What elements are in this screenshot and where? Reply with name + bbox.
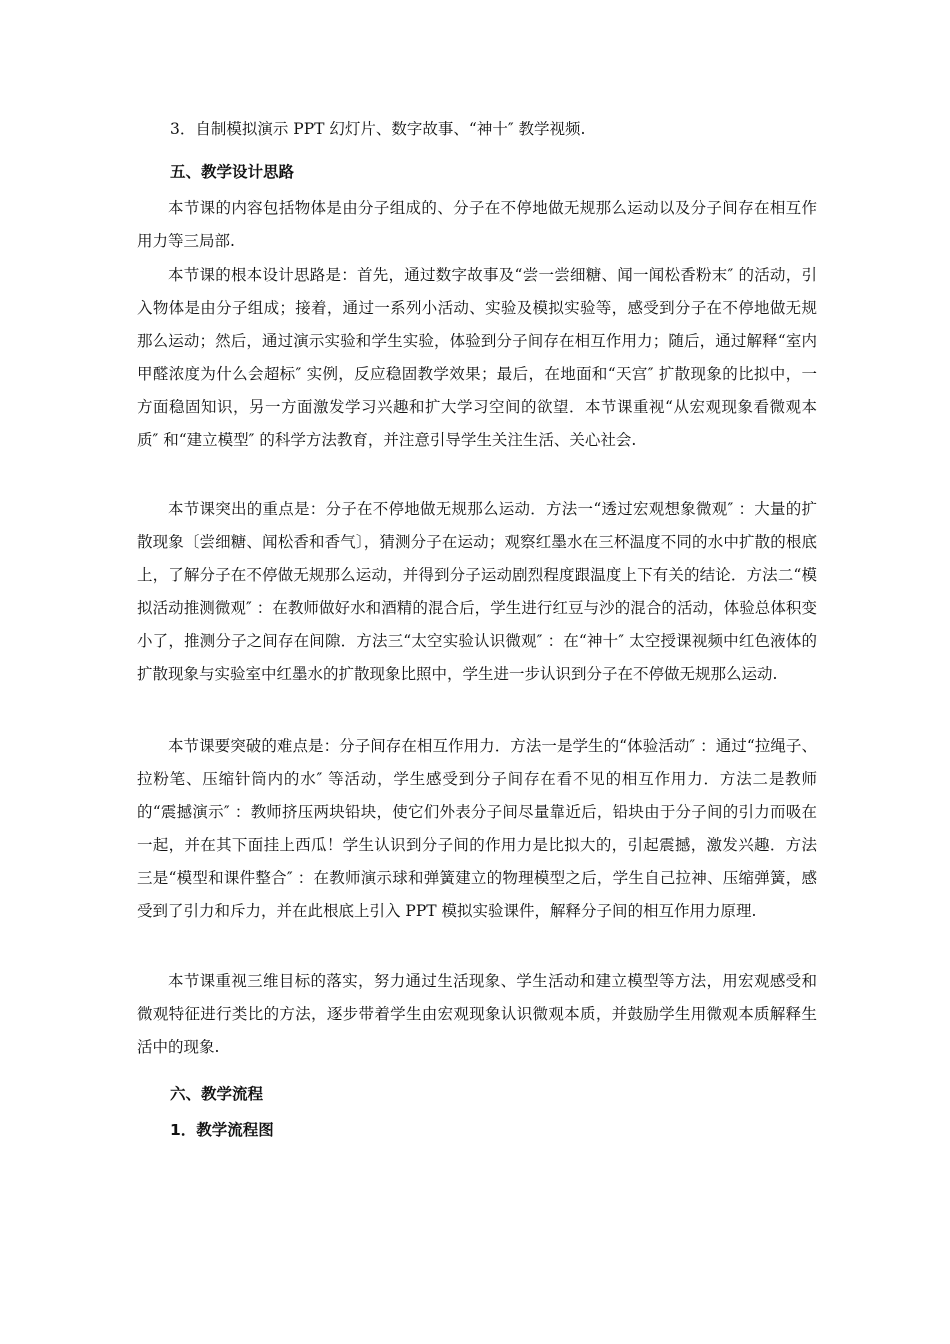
section-heading-flow: 六、教学流程 (170, 1085, 264, 1103)
paragraph-content-overview: 本节课的内容包括物体是由分子组成的、分子在不停地做无规那么运动以及分子间存在相互作用力等三局部. (137, 199, 817, 250)
materials-item-3: 3．自制模拟演示 PPT 幻灯片、数字故事、“神十″ 教学视频. (170, 120, 586, 138)
paragraph-three-dimensional-goals: 本节课重视三维目标的落实，努力通过生活现象、学生活动和建立模型等方法，用宏观感受和微观特征进行类比的方法，逐步带着学生由宏观现象认识微观本质，并鼓励学生用微观本质解释生活中的现象. (137, 972, 817, 1056)
paragraph-key-point: 本节课突出的重点是：分子在不停地做无规那么运动．方法一“透过宏观想象微观″ ：大量的扩散现象〔尝细糖、闻松香和香气〕，猜测分子在运动；观察红墨水在三杯温度不同的水中扩散的根底上，了解分子在不停做无规那么运动，并得到分子运动剧烈程度跟温度上下有关的结论．方法二“模拟活动推测微观″ ：在教师做好水和酒精的混合后，学生进行红豆与沙的混合的活动，体验总体积变小了，推测分子之间存在间隙．方法三“太空实验认识微观″ ：在“神十″ 太空授课视频中红色液体的扩散现象与实验室中红墨水的扩散现象比照中，学生进一步认识到分子在不停做无规那么运动. (137, 500, 817, 683)
paragraph-design-approach: 本节课的根本设计思路是：首先，通过数字故事及“尝一尝细糖、闻一闻松香粉末″ 的活动，引入物体是由分子组成；接着，通过一系列小活动、实验及模拟实验等，感受到分子在不停地做无规那么运动；然后，通过演示实验和学生实验，体验到分子间存在相互作用力；随后，通过解释“室内甲醛浓度为什么会超标″ 实例，反应稳固教学效果；最后，在地面和“天宫″ 扩散现象的比拟中，一方面稳固知识，另一方面激发学习兴趣和扩大学习空间的欲望．本节课重视“从宏观现象看微观本质″ 和“建立模型″ 的科学方法教育，并注意引导学生关注生活、关心社会. (137, 266, 817, 449)
section-heading-design: 五、教学设计思路 (170, 163, 295, 181)
subheading-flow-chart: 1．教学流程图 (170, 1121, 274, 1139)
paragraph-difficult-point: 本节课要突破的难点是：分子间存在相互作用力．方法一是学生的“体验活动″ ：通过“拉绳子、拉粉笔、压缩针筒内的水″ 等活动，学生感受到分子间存在看不见的相互作用力．方法二是教师的“震撼演示″ ：教师挤压两块铅块，使它们外表分子间尽量靠近后，铅块由于分子间的引力而吸在一起，并在其下面挂上西瓜！学生认识到分子间的作用力是比拟大的，引起震撼，激发兴趣．方法三是“模型和课件整合″ ：在教师演示球和弹簧建立的物理模型之后，学生自己拉神、压缩弹簧，感受到了引力和斥力，并在此根底上引入 PPT 模拟实验课件，解释分子间的相互作用力原理. (137, 737, 817, 920)
